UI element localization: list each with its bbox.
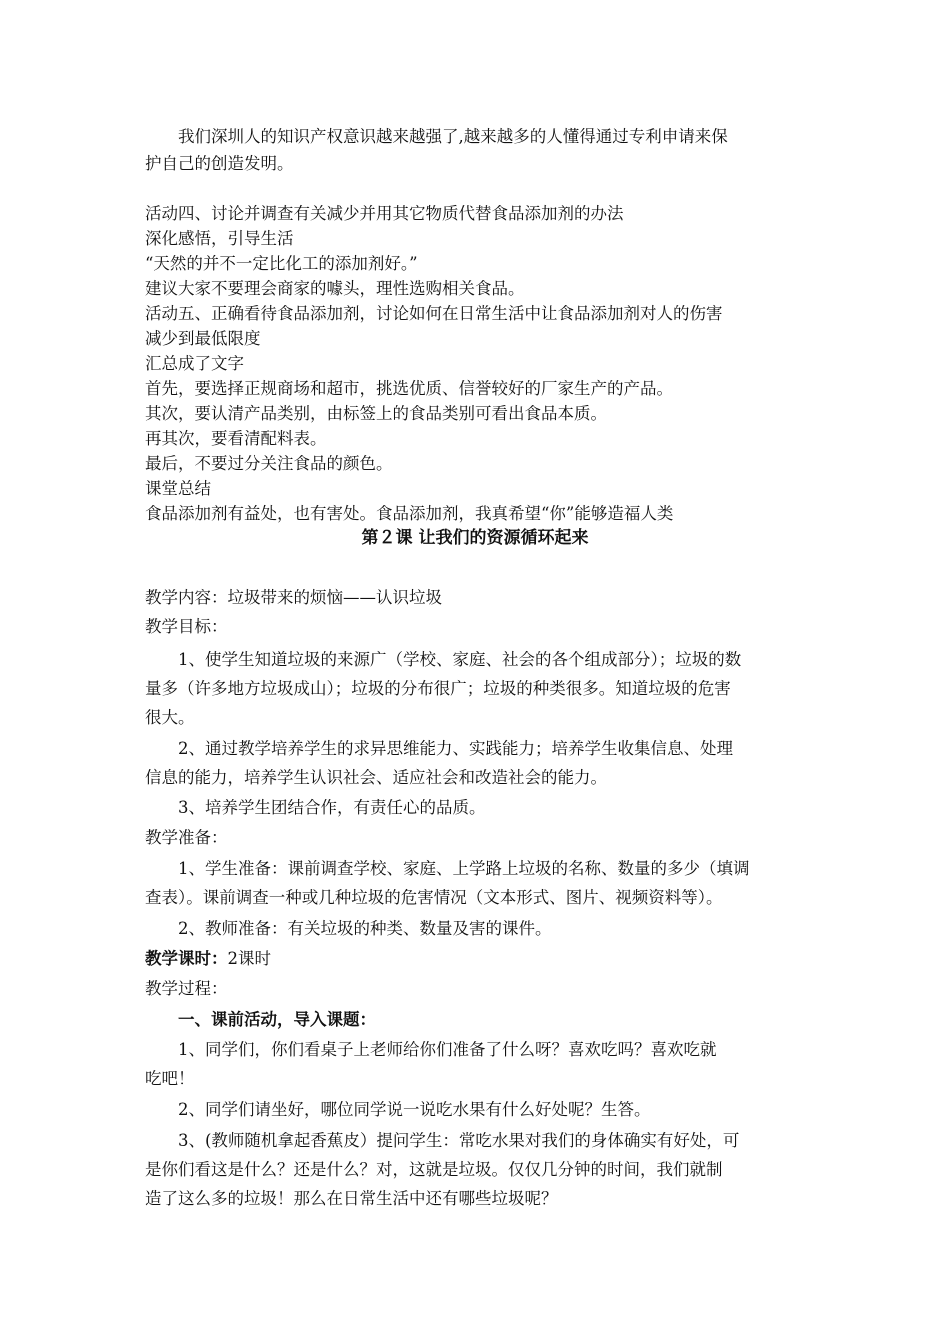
p3-line-1: 3、(教师随机拿起香蕉皮）提问学生：常吃水果对我们的身体确实有好处，可 bbox=[178, 1131, 740, 1150]
goal2-line-1: 2、通过教学培养学生的求异思维能力、实践能力；培养学生收集信息、处理 bbox=[178, 739, 733, 758]
goal3-line: 3、培养学生团结合作，有责任心的品质。 bbox=[178, 798, 486, 817]
summary-text-line: 汇总成了文字 bbox=[145, 354, 244, 373]
intro-line-2: 护自己的创造发明。 bbox=[145, 154, 294, 173]
p3-line-3: 造了这么多的垃圾！那么在日常生活中还有哪些垃圾呢？ bbox=[145, 1189, 558, 1208]
hours-value: 2课时 bbox=[227, 949, 271, 968]
activity4-line: 活动四、讨论并调查有关减少并用其它物质代替食品添加剂的办法 bbox=[145, 204, 624, 223]
hours-label: 教学课时： bbox=[145, 949, 228, 968]
process-label: 教学过程： bbox=[145, 979, 228, 998]
teaching-hours bbox=[145, 948, 271, 970]
prep1-line-2: 查表）。课前调查一种或几种垃圾的危害情况（文本形式、图片、视频资料等）。 bbox=[145, 888, 723, 907]
goal2-line-2: 信息的能力，培养学生认识社会、适应社会和改造社会的能力。 bbox=[145, 768, 607, 787]
first-line: 首先，要选择正规商场和超市，挑选优质、信誉较好的厂家生产的产品。 bbox=[145, 379, 673, 398]
second-line: 其次，要认清产品类别，由标签上的食品类别可看出食品本质。 bbox=[145, 404, 607, 423]
p1-line-1: 1、同学们，你们看桌子上老师给你们准备了什么呀？喜欢吃吗？喜欢吃就 bbox=[178, 1040, 717, 1059]
activity5-line-2: 减少到最低限度 bbox=[145, 329, 261, 348]
prep2-line: 2、教师准备：有关垃圾的种类、数量及害的课件。 bbox=[178, 919, 552, 938]
goal-label: 教学目标： bbox=[145, 617, 228, 636]
lesson-title: 第２课 让我们的资源循环起来 bbox=[361, 528, 589, 548]
goal1-line-2: 量多（许多地方垃圾成山）；垃圾的分布很广；垃圾的种类很多。知道垃圾的危害 bbox=[145, 679, 731, 698]
prep1-line-1: 1、学生准备：课前调查学校、家庭、上学路上垃圾的名称、数量的多少（填调 bbox=[178, 859, 750, 878]
teaching-content: 教学内容：垃圾带来的烦恼——认识垃圾 bbox=[145, 588, 442, 607]
goal1-line-3: 很大。 bbox=[145, 708, 195, 727]
last-line: 最后，不要过分关注食品的颜色。 bbox=[145, 454, 393, 473]
class-summary-line: 食品添加剂有益处，也有害处。食品添加剂，我真希望“你”能够造福人类 bbox=[145, 504, 674, 523]
deepen-line: 深化感悟，引导生活 bbox=[145, 229, 294, 248]
third-line: 再其次，要看清配料表。 bbox=[145, 429, 327, 448]
goal1-line-1: 1、使学生知道垃圾的来源广（学校、家庭、社会的各个组成部分）；垃圾的数 bbox=[178, 650, 742, 669]
p1-line-2: 吃吧！ bbox=[145, 1069, 195, 1088]
intro-line-1: 我们深圳人的知识产权意识越来越强了,越来越多的人懂得通过专利申请来保 bbox=[178, 127, 728, 146]
class-summary-heading: 课堂总结 bbox=[145, 479, 211, 498]
prep-label: 教学准备： bbox=[145, 828, 228, 847]
p2-line: 2、同学们请坐好，哪位同学说一说吃水果有什么好处呢？生答。 bbox=[178, 1100, 651, 1119]
p3-line-2: 是你们看这是什么？还是什么？对，这就是垃圾。仅仅几分钟的时间，我们就制 bbox=[145, 1160, 723, 1179]
activity5-line-1: 活动五、正确看待食品添加剂，讨论如何在日常生活中让食品添加剂对人的伤害 bbox=[145, 304, 723, 323]
quote-line: “天然的并不一定比化工的添加剂好。” bbox=[145, 254, 418, 273]
section1-heading: 一、课前活动，导入课题： bbox=[178, 1010, 376, 1029]
suggest-line: 建议大家不要理会商家的噱头，理性选购相关食品。 bbox=[145, 279, 525, 298]
